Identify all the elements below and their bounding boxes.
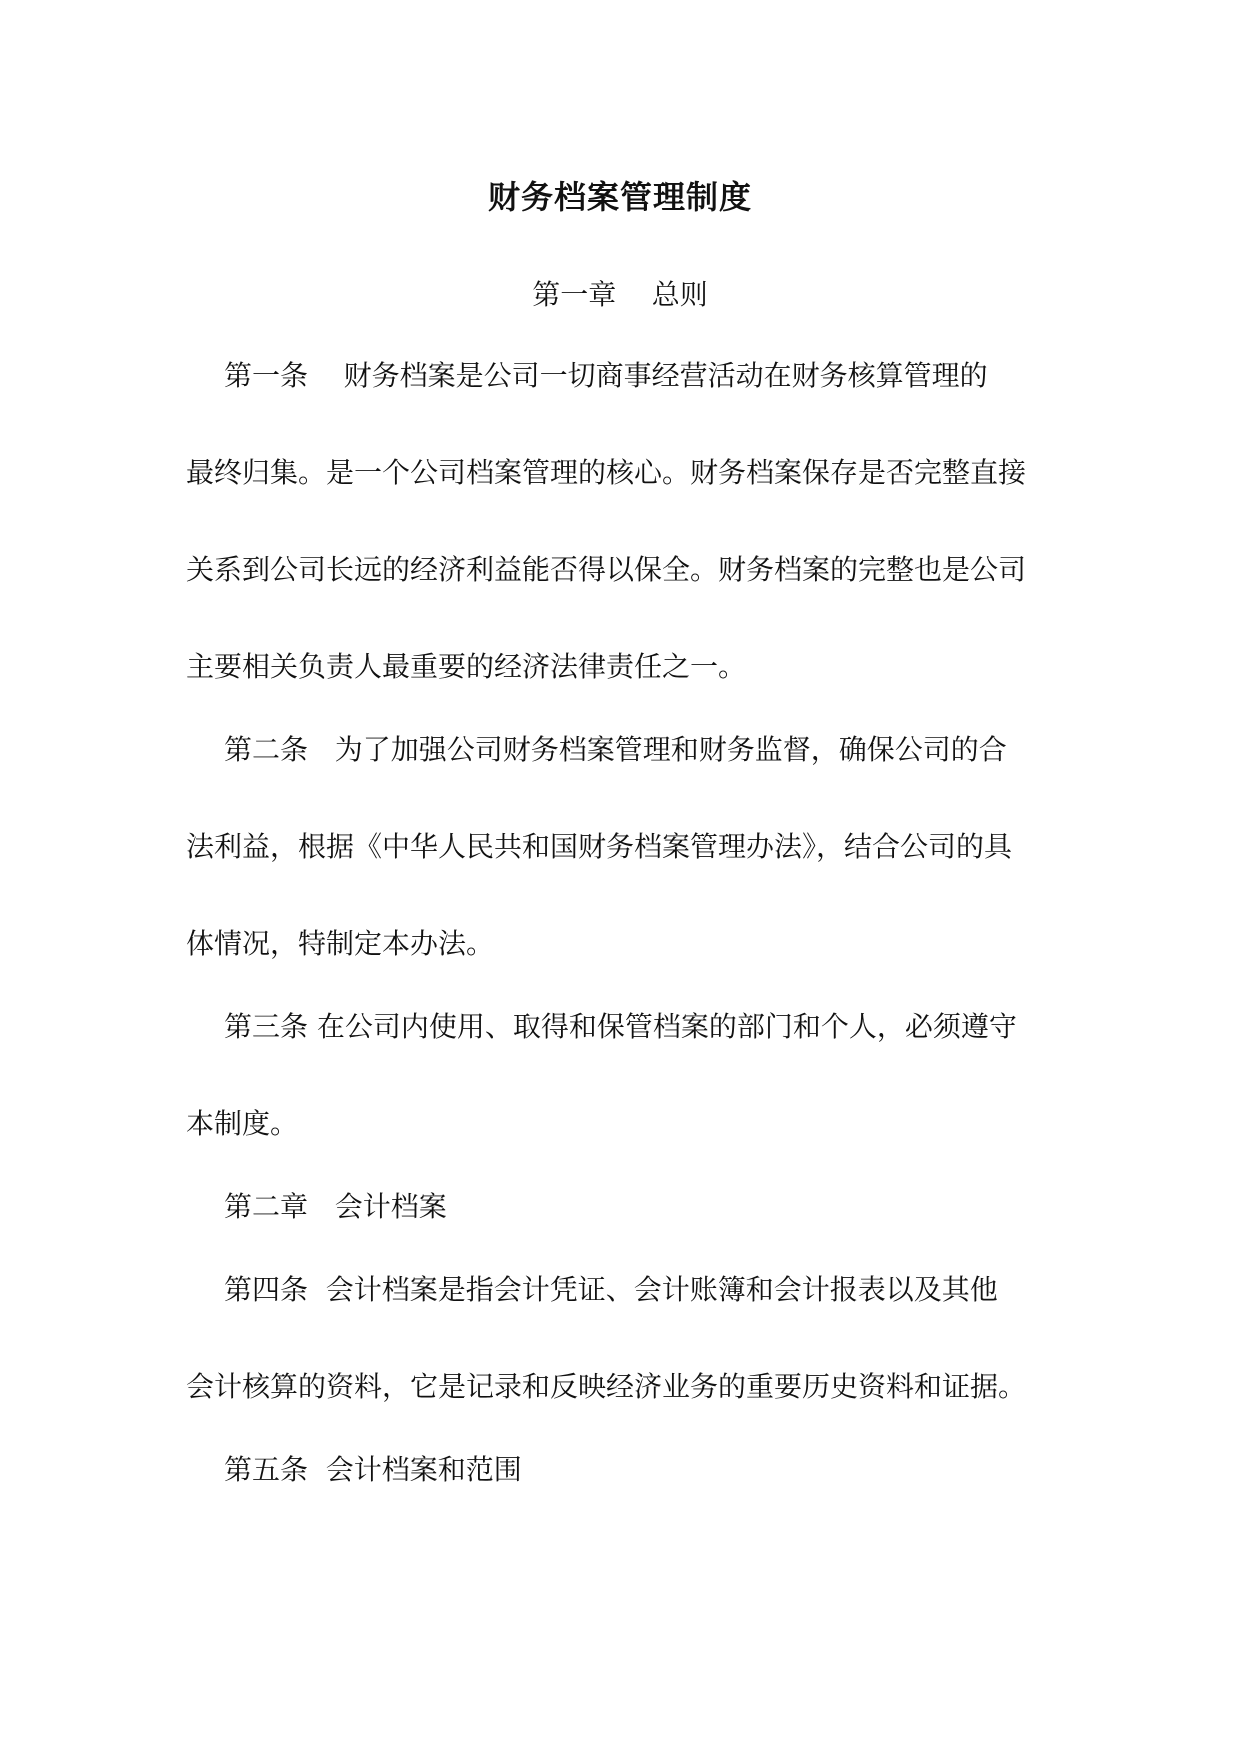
article-1-line-1: 第一条 财务档案是公司一切商事经营活动在财务核算管理的 (224, 359, 988, 392)
article-5-line-1: 第五条 会计档案和范围 (224, 1453, 522, 1486)
article-1-line-2: 最终归集。是一个公司档案管理的核心。财务档案保存是否完整直接 (186, 456, 1027, 489)
article-3-line-2: 本制度。 (186, 1107, 299, 1140)
article-2-line-1: 第二条 为了加强公司财务档案管理和财务监督，确保公司的合 (224, 733, 1007, 766)
article-4-line-1: 第四条 会计档案是指会计凭证、会计账簿和会计报表以及其他 (224, 1273, 998, 1306)
article-1-line-3: 关系到公司长远的经济利益能否得以保全。财务档案的完整也是公司 (186, 553, 1027, 586)
chapter-2-heading: 第二章 会计档案 (224, 1190, 447, 1223)
article-1-line-4: 主要相关负责人最重要的经济法律责任之一。 (186, 650, 747, 683)
document-title: 财务档案管理制度 (487, 178, 752, 216)
chapter-1-heading: 第一章 总则 (532, 278, 708, 311)
article-4-line-2: 会计核算的资料，它是记录和反映经济业务的重要历史资料和证据。 (186, 1370, 1027, 1403)
article-2-line-2: 法利益，根据《中华人民共和国财务档案管理办法》，结合公司的具 (186, 830, 1013, 863)
article-2-line-3: 体情况，特制定本办法。 (186, 927, 495, 960)
article-3-line-1: 第三条 在公司内使用、取得和保管档案的部门和个人，必须遵守 (224, 1010, 1017, 1043)
